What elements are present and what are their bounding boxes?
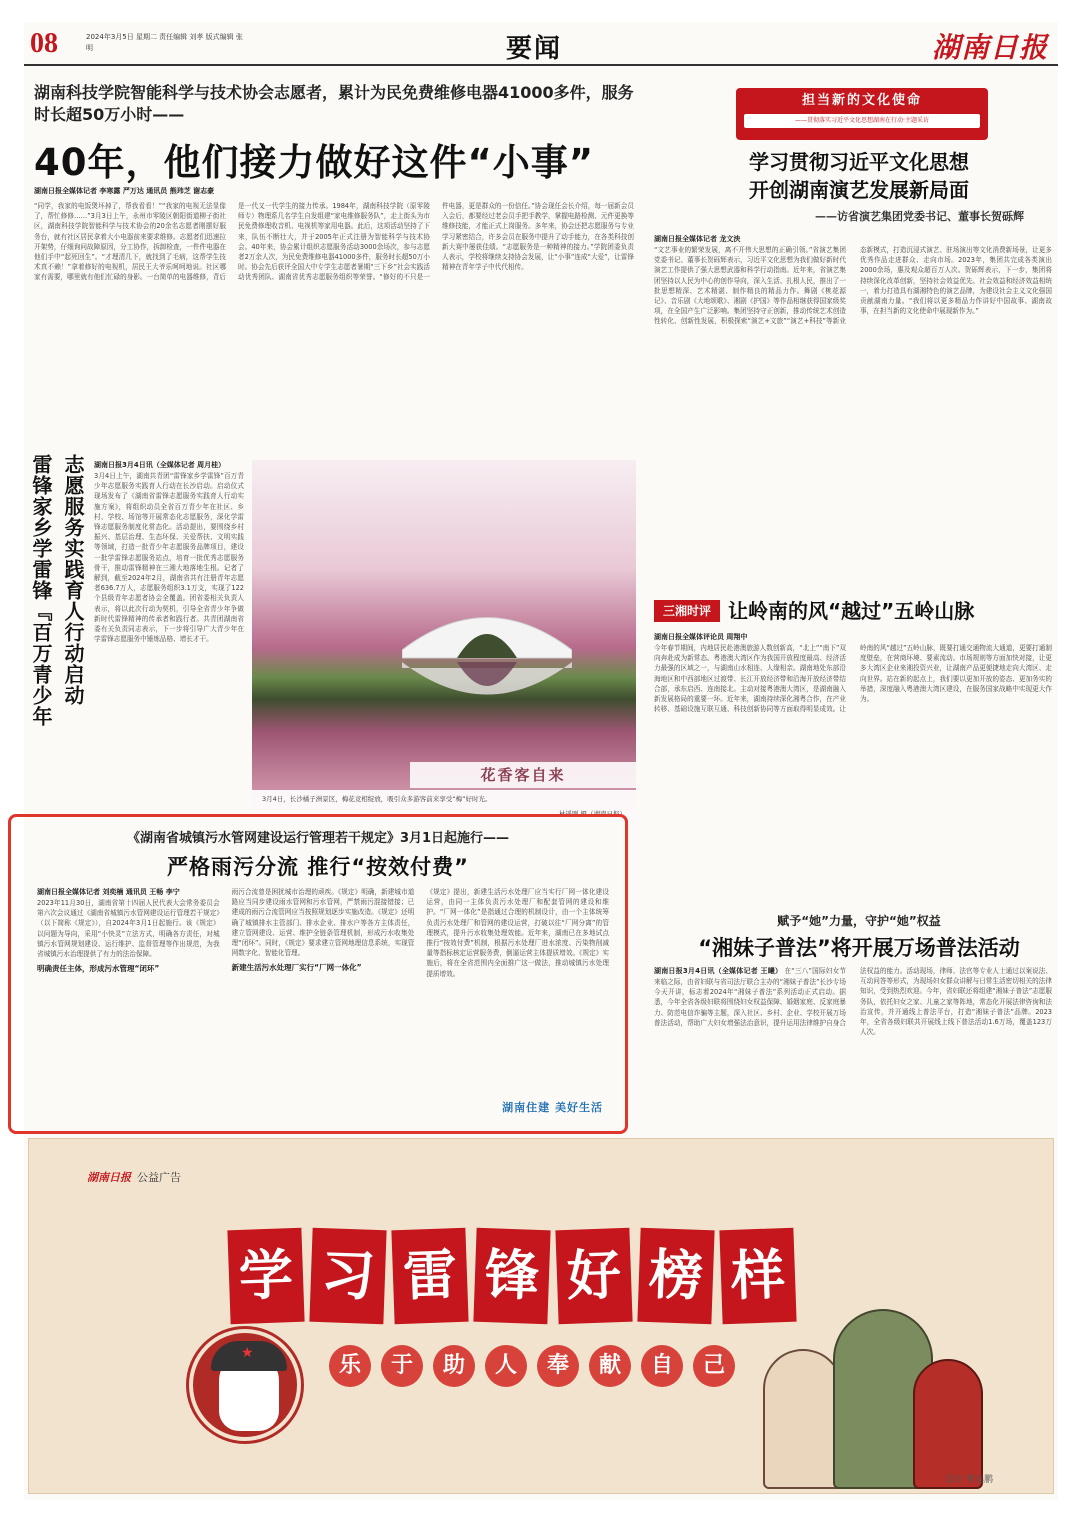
public-service-ad — [28, 1138, 1054, 1494]
commentary-byline: 湖南日报全媒体评论员 周翔中 — [654, 633, 748, 641]
housing-dept-badge: 湖南住建 美好生活 — [502, 1101, 603, 1114]
culture-title-line2: 开创湖南演艺发展新局面 — [749, 178, 969, 202]
vertical-title-a: 志愿服务实践育人行动启动 — [61, 454, 85, 706]
culture-body: “文艺事业的繁荣发展，离不开伟大思想的正确引领。”省演艺集团党委书记、董事长贺砾辉表示，习近平文化思想为我们做好新时代演艺工作提供了强大思想武器和科学行动指南。近年来，省演艺集团坚持以人民为中心的创作导向，深入生活、扎根人民，推出了一批思想精深、艺术精湛、制作精良的精品力作。舞剧《桃花源记》、音乐剧《大地颂歌》、湘剧《护国》等作品相继获得国家级奖项，在全国产生广泛影响。集团坚持守正创新，推动传统艺术创造性转化、创新性发展，积极探索“演艺+文旅”“演艺+科技”等新业态新模式，打造沉浸式演艺、驻场演出等文化消费新场景，让更多优秀作品走进群众、走向市场。2023年，集团共完成各类演出2000余场，惠及观众超百万人次。贺砾辉表示，下一步，集团将持续深化改革创新，坚持社会效益优先、社会效益和经济效益相统一，着力打造具有湖湘特色的演艺品牌，为建设社会主义文化强国贡献湖南力量。“我们将以更多精品力作讲好中国故事、湖南故事，在担当新的文化使命中展现新作为。” — [654, 246, 1052, 326]
ad-brand: 湖南日报 — [87, 1171, 131, 1184]
photo-title: 花香客自来 — [410, 762, 636, 788]
commentary-label: 三湘时评 — [654, 600, 720, 622]
ad-credit: 设计 曹远鹏 — [945, 1475, 993, 1485]
boxed-title: 严格雨污分流 推行“按效付费” — [167, 855, 469, 879]
culture-mission-banner — [736, 88, 988, 140]
culture-subtitle: ——访省演艺集团党委书记、董事长贺砾辉 — [815, 210, 1024, 223]
photo-caption: 3月4日，长沙橘子洲景区，梅花竞相绽放，吸引众多游客前来享受“梅”好时光。 — [252, 790, 636, 822]
culture-byline: 湖南日报全媒体记者 龙文泱 — [654, 235, 741, 243]
legal-text: 在“三八”国际妇女节来临之际，由省妇联与省司法厅联合主办的“湘妹子普法”长沙专场今天开讲，标志着2024年“湘妹子普法”系列活动正式启动。据悉，今年全省各级妇联将围绕妇女权益保障、婚姻家庭、反家庭暴力、防范电信诈骗等主题，深入社区、乡村、企业、学校开展万场普法活动，帮助广大妇女增强法治意识，提升运用法律维护自身合法权益的能力。活动现场，律师、法官等专业人士通过以案说法、互动问答等形式，为现场妇女群众讲解与日常生活密切相关的法律知识，受到热烈欢迎。今年，省妇联还将组建“湘妹子普法”志愿服务队，依托妇女之家、儿童之家等阵地，常态化开展法律咨询和法治宣传，并开通线上普法平台，打造“湘妹子普法”品牌。2023年，全省各级妇联共开展线上线下普法活动1.6万场，覆盖123万人次。 — [654, 967, 1052, 1037]
ad-slogan-char: 自 — [641, 1345, 683, 1387]
boxed-kicker: 《湖南省城镇污水管网建设运行管理若干规定》3月1日起施行—— — [126, 831, 510, 846]
bridge-illustration — [402, 590, 572, 720]
vertical-headline — [26, 454, 88, 764]
ad-slogan-char: 献 — [589, 1345, 631, 1387]
photo-credit: 林遥刚 摄（湖南日报） — [558, 810, 626, 818]
masthead — [24, 22, 1058, 66]
section-name: 要闻 — [505, 34, 562, 64]
legal-kicker: 赋予“她”力量，守护“她”权益 — [777, 914, 941, 928]
red-star-icon: ★ — [241, 1345, 254, 1361]
ad-slogan — [329, 1345, 735, 1387]
lead-kicker: 湖南科技学院智能科学与技术协会志愿者，累计为民免费维修电器41000多件，服务时长超50万小时—— — [34, 83, 634, 124]
ad-slogan-char: 乐 — [329, 1345, 371, 1387]
vertical-title-b: 雷锋家乡学雷锋『百万青少年 — [29, 454, 53, 727]
newspaper-logo: 湖南日报 — [931, 31, 1048, 64]
ad-title-char: 习 — [309, 1228, 386, 1325]
newspaper-page — [24, 22, 1058, 1500]
ad-title-char: 锋 — [473, 1228, 550, 1325]
lead-body: “同学，我家的电饭煲坏掉了，帮我看看！”“我家的电视无法显像了，帮忙修修……”3月3日上午，永州市零陵区朝阳街道柳子街社区，湖南科技学院智能科学与技术协会的20余名志愿者刚摆好服务台，就有社区居民拿着大小电器前来要求维修。志愿者们迅速拉开架势，仔细询问故障原因，分工协作，拆卸检查，一件件电器在他们手中“起死回生”。“才理清几下，就找到了毛病，这帮学生技术真不赖！”拿着修好的电视机，居民王大爷乐呵呵地说。社区哪家有需要，哪里就有他们忙碌的身影。一台简单的电器维修，背后是一代又一代学生的接力传承。1984年，湖南科技学院（原零陵师专）物理系几名学生自发组建“家电维修服务队”，走上街头为市民免费修理收音机、电视机等家用电器。此后，这项活动坚持了下来，队伍不断壮大，并于2005年正式注册为智能科学与技术协会。40年来，协会累计组织志愿服务活动3000余场次，参与志愿者2万余人次，为民免费维修电器41000多件，服务时长超50万小时。协会先后获评全国大中专学生志愿者暑期“三下乡”社会实践活动优秀团队、湖南省优秀志愿服务组织等荣誉。“修好的不只是一件电器，更是群众的一份信任。”协会现任会长介绍，每一届新会员入会后，都要经过老会员手把手教学，掌握电路检测、元件更换等维修技能，才能正式上岗服务。多年来，协会还把志愿服务与专业学习紧密结合，许多会员在服务中提升了动手能力，在各类科技创新大赛中屡获佳绩。“志愿服务是一种精神的接力。”学院团委负责人表示，学校将继续支持协会发展，让“小事”连成“大爱”，让雷锋精神在青年学子中代代相传。 — [34, 202, 634, 282]
boxed-body-3: 《规定》提出，新建生活污水处理厂应当实行厂网一体化建设运营，由同一主体负责污水处理厂和配套管网的建设和维护。“厂网一体化”是指通过合理的机制设计，由一个主体统筹负责污水处理厂和管网的建设运营，打破以往“厂网分离”的管理模式，提升污水收集处理效能。近年来，湖南已在多地试点推行“按效付费”机制，根据污水处理厂进水浓度、污染物削减量等指标核定运营服务费，倒逼运营主体提质增效。《规定》实施后，将在全省范围内全面推广这一做法，推动城镇污水处理提质增效。 — [426, 888, 609, 978]
ad-title-char: 样 — [719, 1228, 796, 1325]
side-story — [94, 460, 244, 812]
culture-article-title — [664, 148, 1054, 204]
commentary-title: 让岭南的风“越过”五岭山脉 — [728, 599, 975, 623]
highlighted-story-box — [8, 814, 628, 1134]
figure-girl — [913, 1359, 983, 1489]
page-meta: 2024年3月5日 星期二 责任编辑 刘孝 版式编辑 张明 — [86, 33, 243, 52]
ad-title-char: 雷 — [391, 1228, 468, 1325]
legal-title: “湘妹子普法”将开展万场普法活动 — [698, 936, 1020, 960]
ad-label-text: 公益广告 — [137, 1171, 181, 1184]
culture-article-body — [654, 234, 1052, 586]
banner-subtitle: ——贯彻落实习近平文化思想湖南在行动·主题采访 — [744, 114, 980, 128]
side-body: 3月4日上午，湖南共青团“雷锋家乡学雷锋”百万青少年志愿服务实践育人行动在长沙启动。启动仪式现场发布了《湖南省雷锋志愿服务实践育人行动实施方案》，将组织动员全省百万青少年在社区、乡村、学校、场馆等开展常态化志愿服务，深化学雷锋志愿服务制度化常态化。活动提出，要围绕乡村振兴、基层治理、生态环保、关爱帮扶、文明实践等领域，打造一批青少年志愿服务品牌项目，建设一批学雷锋志愿服务站点，培育一批优秀志愿服务骨干，推动雷锋精神在三湘大地落地生根。记者了解到，截至2024年2月，湖南省共有注册青年志愿者636.7万人，志愿服务组织3.1万支，实现了122个县级青年志愿者协会全覆盖。团省委相关负责人表示，将以此次行动为契机，引导全省青少年争做新时代雷锋精神的传承者和践行者。共青团湖南省委有关负责同志表示，下一步将引导广大青少年在学雷锋志愿服务中锤炼品格、增长才干。 — [94, 472, 244, 644]
lead-article-body — [34, 186, 634, 448]
lead-title: 40年，他们接力做好这件“小事” — [34, 141, 595, 184]
side-byline: 湖南日报3月4日讯（全媒体记者 周月桂） — [94, 461, 226, 469]
ad-slogan-char: 己 — [693, 1345, 735, 1387]
ad-slogan-char: 于 — [381, 1345, 423, 1387]
lei-feng-portrait — [189, 1329, 301, 1441]
boxed-body-1: 2023年11月30日，湖南省第十四届人民代表大会常务委员会第六次会议通过《湖南省城镇污水管网建设运行管理若干规定》（以下简称《规定》），自2024年3月1日起施行。该《规定》以问题为导向，采用“小快灵”立法方式，明确各方责任，对城镇污水管网规划建设、运行维护、监督管理等作出规范，为我省城镇污水治理提供了有力的法治保障。 — [37, 899, 220, 959]
banner-title: 担当新的文化使命 — [801, 93, 922, 108]
commentary-text: 今年春节期间，内地居民赴港澳旅游人数创新高，“北上”“南下”双向奔赴成为新常态。粤港澳大湾区作为我国开放程度最高、经济活力最强的区域之一，与湖南山水相连、人缘相亲。湖南地处东部沿海地区和中西部地区过渡带、长江开放经济带和沿海开放经济带结合部，承东启西、连南接北。主动对接粤港澳大湾区，是湖南融入新发展格局的重要一环。近年来，湖南持续深化湘粤合作，在产业转移、基础设施互联互通、科技创新协同等方面取得明显成效。让岭南的风“越过”五岭山脉，既要打通交通物流大通道，更要打通制度壁垒，在营商环境、要素流动、市场规则等方面加快对接，让更多大湾区企业来湘投资兴业，让湖南产品更便捷地走向大湾区、走向世界。站在新的起点上，我们要以更加开放的姿态、更加务实的举措，深度融入粤港澳大湾区建设，在服务国家战略中实现更大作为。 — [654, 644, 1052, 714]
ad-slogan-char: 奉 — [537, 1345, 579, 1387]
ad-title-char: 榜 — [637, 1228, 714, 1325]
ad-title-char: 学 — [227, 1228, 304, 1325]
page-number: 08 — [30, 28, 58, 59]
ad-title-char: 好 — [555, 1228, 632, 1325]
legal-body — [654, 966, 1052, 1130]
culture-title-line1: 学习贯彻习近平文化思想 — [749, 150, 969, 174]
ad-illustration-figures — [763, 1289, 993, 1489]
legal-article-body — [654, 966, 1052, 1130]
ad-label — [87, 1169, 181, 1185]
news-photo — [252, 460, 636, 822]
boxed-byline: 湖南日报全媒体记者 刘奕楠 通讯员 王畅 李宁 — [37, 888, 180, 896]
boxed-body-2: 雨污合流曾是困扰城市治理的顽疾。《规定》明确，新建城市道路应当同步建设雨水管网和污水管网，严禁雨污混接错接；已建成的雨污合流管网应当按照规划逐步实施改造。《规定》还明确了城镇排水主管部门、排水企业、排水户等各方主体责任，建立管网建设、运营、维护全链条管理机制，形成污水收集处理“闭环”。同时，《规定》要求建立管网地理信息系统，实现管网数字化、智能化管理。 — [231, 888, 415, 958]
commentary-body — [654, 632, 1052, 902]
lead-byline: 湖南日报全媒体记者 李寒露 严万达 通讯员 熊玮芝 谢志豪 — [34, 187, 215, 195]
boxed-subhead-1: 明确责任主体，形成污水管理“闭环” — [37, 964, 160, 974]
boxed-subhead-2: 新建生活污水处理厂实行“厂网一体化” — [231, 963, 362, 973]
ad-slogan-char: 助 — [433, 1345, 475, 1387]
figure-child — [763, 1349, 843, 1489]
ad-slogan-char: 人 — [485, 1345, 527, 1387]
legal-byline: 湖南日报3月4日讯（全媒体记者 王曦） — [654, 967, 783, 975]
boxed-body — [37, 887, 609, 1123]
